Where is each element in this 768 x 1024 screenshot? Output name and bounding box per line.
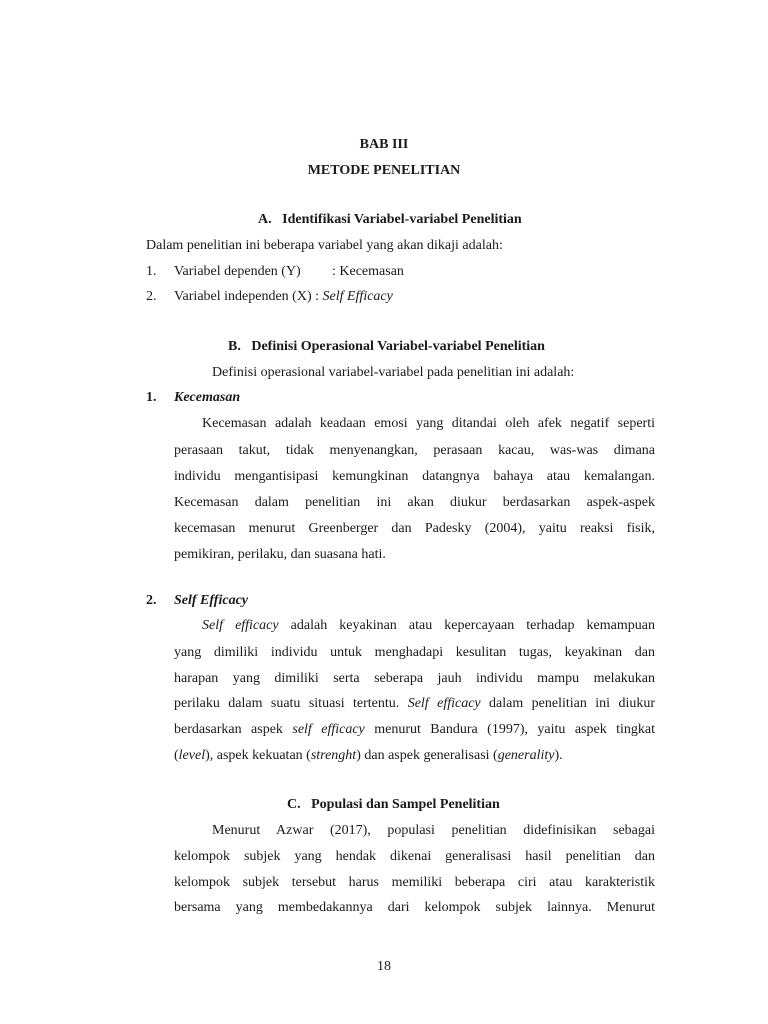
variable-item-2-value: Self Efficacy xyxy=(322,289,393,304)
sub2-line-1-term: Self efficacy xyxy=(202,618,279,633)
section-a-title: Identifikasi Variabel-variabel Penelitian xyxy=(282,212,522,227)
section-a-marker: A. xyxy=(258,212,272,227)
sub2-line-4-b: dalam penelitian ini diukur xyxy=(489,696,655,711)
section-b-marker: B. xyxy=(228,339,241,354)
sub2-line-5-term: self efficacy xyxy=(292,722,365,737)
sub2-line-4-a: perilaku dalam suatu situasi tertentu. xyxy=(174,696,400,711)
sub2-line-6-t3: generality xyxy=(497,748,555,763)
chapter-title: METODE PENELITIAN xyxy=(307,163,461,178)
section-a-heading xyxy=(258,212,522,228)
sub2-line-2: yang dimiliki individu untuk menghadapi kesulitan tugas, keyakinan dan xyxy=(174,645,655,660)
section-a-intro: Dalam penelitian ini beberapa variabel yang akan dikaji adalah: xyxy=(146,238,503,253)
variable-item-1-value: : Kecemasan xyxy=(332,264,404,279)
variable-item-1-label: Variabel dependen (Y) xyxy=(174,264,301,279)
sub2-line-5-a: berdasarkan aspek xyxy=(174,722,283,737)
sub2-line-5-b: menurut Bandura (1997), yaitu aspek tingkat xyxy=(374,722,656,737)
sub2-line-1 xyxy=(202,618,655,634)
section-b-title: Definisi Operasional Variabel-variabel Penelitian xyxy=(251,339,545,354)
page-number: 18 xyxy=(377,959,391,974)
section-c-line-2: kelompok subjek yang hendak dikenai generalisasi hasil penelitian dan xyxy=(174,849,655,864)
sub1-line-6: pemikiran, perilaku, dan suasana hati. xyxy=(174,547,386,562)
section-b-intro: Definisi operasional variabel-variabel pada penelitian ini adalah: xyxy=(212,365,575,380)
sub2-line-6-p2: ), aspek kekuatan ( xyxy=(205,748,311,763)
sub2-num: 2. xyxy=(146,593,157,608)
variable-item-2-label: Variabel independen (X) : xyxy=(174,289,319,304)
section-c-title: Populasi dan Sampel Penelitian xyxy=(311,797,500,812)
section-b-heading xyxy=(228,339,545,355)
sub1-num: 1. xyxy=(146,390,157,405)
section-c-line-1: Menurut Azwar (2017), populasi penelitian didefinisikan sebagai xyxy=(212,823,655,838)
section-c-line-4: bersama yang membedakannya dari kelompok subjek lainnya. Menurut xyxy=(174,900,655,915)
variable-item-2-num: 2. xyxy=(146,289,157,304)
sub2-line-6-t1: level xyxy=(178,748,206,763)
sub2-line-6-p3: ) dan aspek generalisasi ( xyxy=(356,748,498,763)
sub2-line-3: harapan yang dimiliki serta seberapa jauh individu mampu melakukan xyxy=(174,671,655,686)
sub2-line-4 xyxy=(174,696,655,712)
variable-item-2 xyxy=(174,289,393,305)
sub2-line-6-p4: ). xyxy=(554,748,563,763)
sub2-line-6-p1: ( xyxy=(174,748,179,763)
section-c-heading xyxy=(287,797,500,813)
variable-item-1-num: 1. xyxy=(146,264,157,279)
sub1-line-3: individu mengantisipasi kemungkinan datangnya bahaya atau kemalangan. xyxy=(174,469,655,484)
sub1-line-1: Kecemasan adalah keadaan emosi yang ditandai oleh afek negatif seperti xyxy=(202,416,655,431)
sub1-title: Kecemasan xyxy=(174,390,241,405)
section-c-marker: C. xyxy=(287,797,301,812)
sub2-title: Self Efficacy xyxy=(174,593,248,608)
sub1-line-2: perasaan takut, tidak menyenangkan, perasaan kacau, was-was dimana xyxy=(174,443,655,458)
section-c-line-3: kelompok subjek tersebut harus memiliki beberapa ciri atau karakteristik xyxy=(174,875,655,890)
sub1-line-5: kecemasan menurut Greenberger dan Padesky (2004), yaitu reaksi fisik, xyxy=(174,521,655,536)
sub2-line-4-term: Self efficacy xyxy=(407,696,481,711)
sub2-line-6-t2: strenght xyxy=(310,748,357,763)
sub2-line-1-rest: adalah keyakinan atau kepercayaan terhadap kemampuan xyxy=(290,618,655,633)
sub2-line-5 xyxy=(174,722,655,738)
sub2-line-6 xyxy=(174,748,563,764)
sub1-line-4: Kecemasan dalam penelitian ini akan diukur berdasarkan aspek-aspek xyxy=(174,495,655,510)
chapter-label: BAB III xyxy=(359,137,409,152)
